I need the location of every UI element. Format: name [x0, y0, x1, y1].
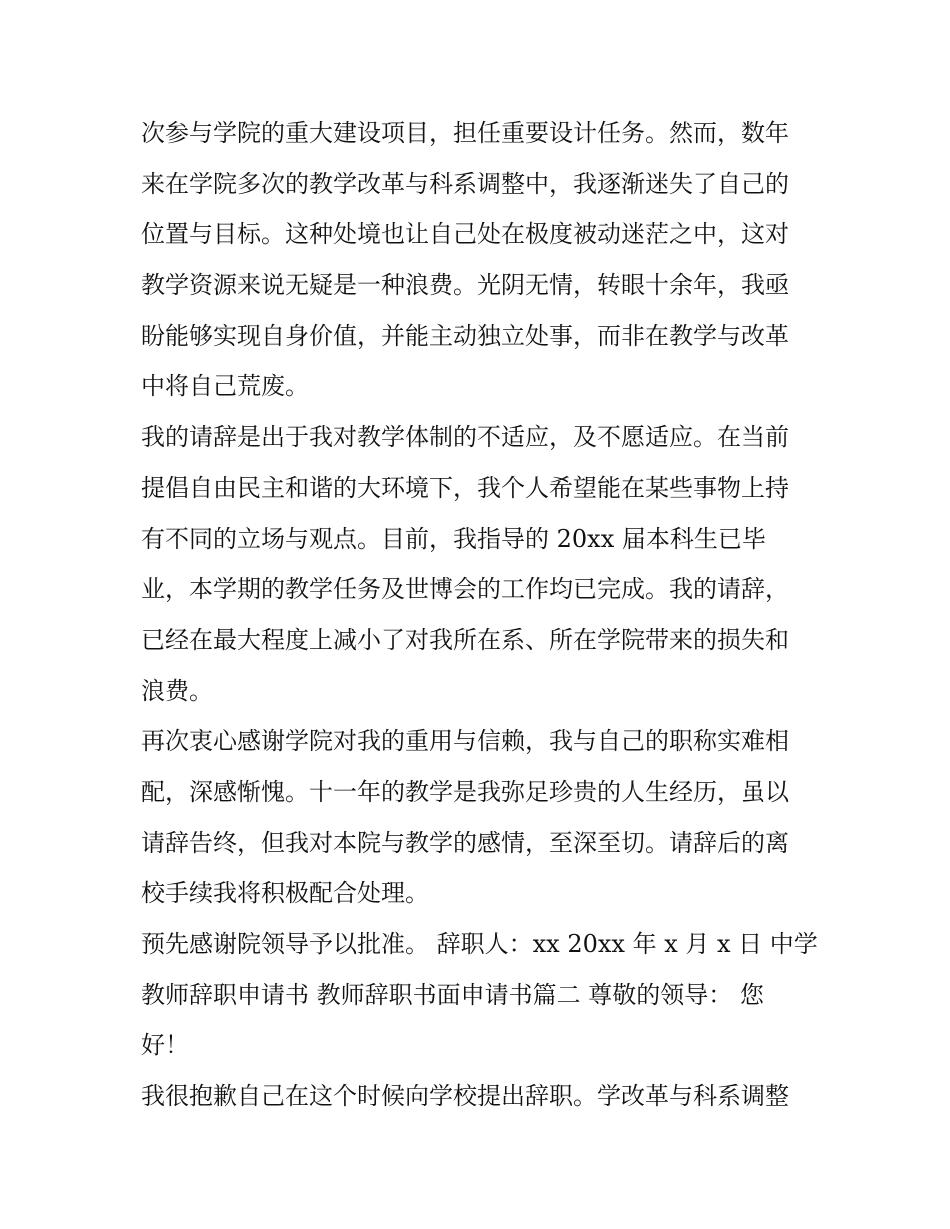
paragraph-5	[141, 1071, 821, 1122]
paragraph-4	[141, 919, 821, 1071]
text-line: 我很抱歉自己在这个时候向学校提出辞职。学改革与科系调整	[141, 1082, 789, 1111]
paragraph-3	[141, 716, 821, 919]
text-line: 请辞告终，但我对本院与教学的感情，至深至切。请辞后的离	[141, 828, 789, 857]
text-line: 盼能够实现自身价值，并能主动独立处事，而非在教学与改革	[141, 321, 789, 350]
text-line: 位置与目标。这种处境也让自己处在极度被动迷茫之中，这对	[141, 220, 789, 249]
text-line: 配，深感惭愧。十一年的教学是我弥足珍贵的人生经历，虽以	[141, 777, 789, 806]
text-line: 教学资源来说无疑是一种浪费。光阴无情，转眼十余年，我亟	[141, 271, 789, 300]
text-line: 好！	[141, 1031, 189, 1060]
text-line: 提倡自由民主和谐的大环境下，我个人希望能在某些事物上持	[141, 473, 789, 502]
text-line: 校手续我将积极配合处理。	[141, 879, 429, 908]
text-line: 有不同的立场与观点。目前，我指导的 20xx 届本科生已毕	[141, 524, 766, 553]
text-line: 已经在最大程度上减小了对我所在系、所在学院带来的损失和	[141, 625, 789, 654]
text-line: 教师辞职申请书 教师辞职书面申请书篇二 尊敬的领导： 您	[141, 980, 764, 1009]
text-line: 预先感谢院领导予以批准。 辞职人：xx 20xx 年 x 月 x 日 中学	[141, 930, 818, 958]
paragraph-1	[141, 108, 821, 412]
text-line: 再次衷心感谢学院对我的重用与信赖，我与自己的职称实难相	[141, 727, 789, 756]
text-line: 我的请辞是出于我对教学体制的不适应，及不愿适应。在当前	[141, 423, 789, 452]
text-line: 浪费。	[141, 676, 213, 705]
paragraph-2	[141, 412, 821, 716]
document-body	[141, 108, 821, 1122]
text-line: 次参与学院的重大建设项目，担任重要设计任务。然而，数年	[141, 119, 789, 147]
text-line: 来在学院多次的教学改革与科系调整中，我逐渐迷失了自己的	[141, 169, 789, 198]
text-line: 中将自己荒废。	[141, 372, 309, 401]
text-line: 业，本学期的教学任务及世博会的工作均已完成。我的请辞，	[141, 575, 789, 604]
